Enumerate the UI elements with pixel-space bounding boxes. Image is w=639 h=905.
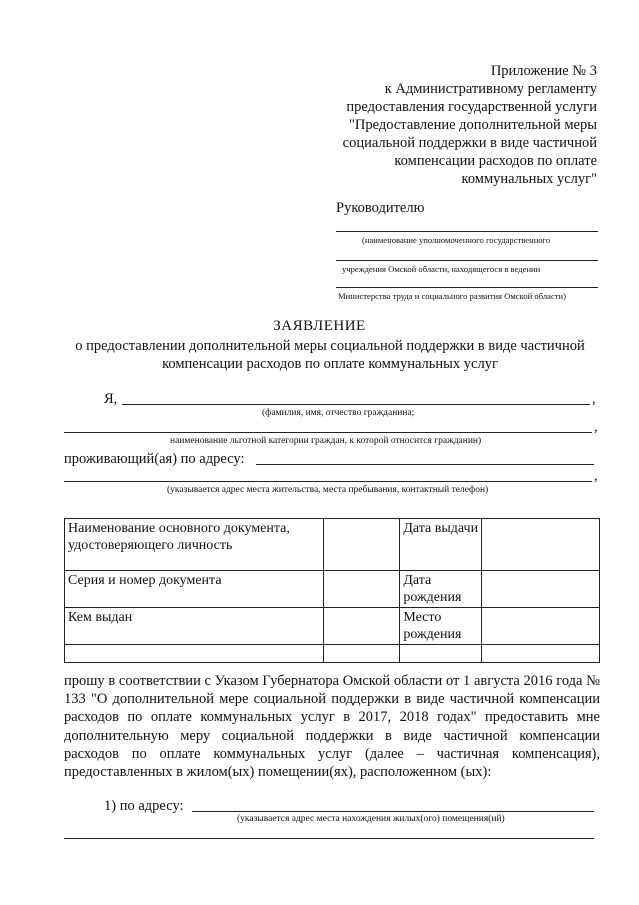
table-cell-label: Кем выдан [65, 608, 324, 645]
comma: , [594, 419, 598, 435]
table-cell-label: Наименование основного документа, удостоверяющего личность [65, 519, 324, 571]
table-cell-input[interactable] [482, 608, 600, 645]
addressee-line-3[interactable] [336, 287, 598, 288]
address-hint: (указывается адрес места жительства, места пребывания, контактный телефон) [167, 485, 489, 495]
i-label: Я, [104, 391, 118, 407]
comma: , [594, 468, 598, 484]
name-hint: (фамилия, имя, отчество гражданина; [262, 408, 415, 418]
addressee-line-1[interactable] [336, 231, 598, 232]
addressee-line-2[interactable] [336, 260, 598, 261]
table-cell-input[interactable] [482, 519, 600, 571]
appendix-line: компенсации расходов по оплате [394, 153, 597, 169]
table-row [65, 519, 600, 571]
table-row [65, 608, 600, 645]
category-field[interactable] [64, 432, 592, 433]
request-text: прошу в соответствии с Указом Губернатора Омской области от 1 августа 2016 года № 133 "О дополнительной мере социальной поддержки в виде частичной компенсации расходов по оплате коммунальных услуг в 2017, 2018 годах" предоставить мне дополнительную меру социальной поддержки в виде частичной компенсации расходов по оплате коммунальных услуг (далее – частичная компенсация), предоставленных в жилом(ых) помещении(ях), расположенном (ых): [64, 673, 600, 781]
address-item-1-label: 1) по адресу: [104, 798, 184, 814]
addressee-hint-3: Министерства труда и социального развития Омской области) [338, 291, 566, 301]
identity-document-table [64, 518, 600, 663]
page-subtitle: о предоставлении дополнительной меры социальной поддержки в виде частичной компенсации расходов по оплате коммунальных услуг [75, 338, 585, 372]
addressee-hint-1: (наименование уполномоченного государственного [362, 235, 551, 245]
table-cell-input[interactable] [323, 519, 400, 571]
table-row [65, 571, 600, 608]
appendix-line: социальной поддержки в виде частичной [342, 135, 597, 151]
table-cell-label: Дата рождения [400, 571, 482, 608]
comma: , [592, 391, 596, 407]
table-cell-input[interactable] [400, 645, 482, 663]
table-cell-input[interactable] [482, 571, 600, 608]
addressee-hint-2: учреждения Омской области, находящегося в ведении [342, 264, 541, 274]
appendix-line: к Административному регламенту [384, 81, 597, 97]
table-cell-input[interactable] [323, 608, 400, 645]
appendix-line: Приложение № 3 [490, 63, 597, 79]
request-paragraph [64, 672, 600, 781]
table-cell-input[interactable] [65, 645, 324, 663]
address-label: проживающий(ая) по адресу: [64, 451, 245, 467]
table-cell-label: Место рождения [400, 608, 482, 645]
category-hint: наименование льготной категории граждан, к которой относится гражданин) [170, 436, 482, 446]
address-item-1-field-2[interactable] [64, 838, 594, 839]
address-field[interactable] [256, 464, 594, 465]
appendix-line: предоставления государственной услуги [346, 99, 597, 115]
name-field[interactable] [122, 404, 590, 405]
table-cell-label: Серия и номер документа [65, 571, 324, 608]
appendix-line: "Предоставление дополнительной меры [349, 117, 597, 133]
address-item-1-hint: (указывается адрес места нахождения жилых(ого) помещения(ий) [237, 814, 505, 824]
table-cell-input[interactable] [482, 645, 600, 663]
appendix-line: коммунальных услуг" [461, 171, 597, 187]
addressee-label: Руководителю [336, 200, 425, 216]
table-cell-input[interactable] [323, 645, 400, 663]
table-row [65, 645, 600, 663]
table-cell-input[interactable] [323, 571, 400, 608]
address-item-1-field[interactable] [192, 811, 594, 812]
page-title: ЗАЯВЛЕНИЕ [273, 318, 366, 334]
address-field-2[interactable] [64, 481, 592, 482]
table-cell-label: Дата выдачи [400, 519, 482, 571]
appendix-header [297, 62, 597, 188]
